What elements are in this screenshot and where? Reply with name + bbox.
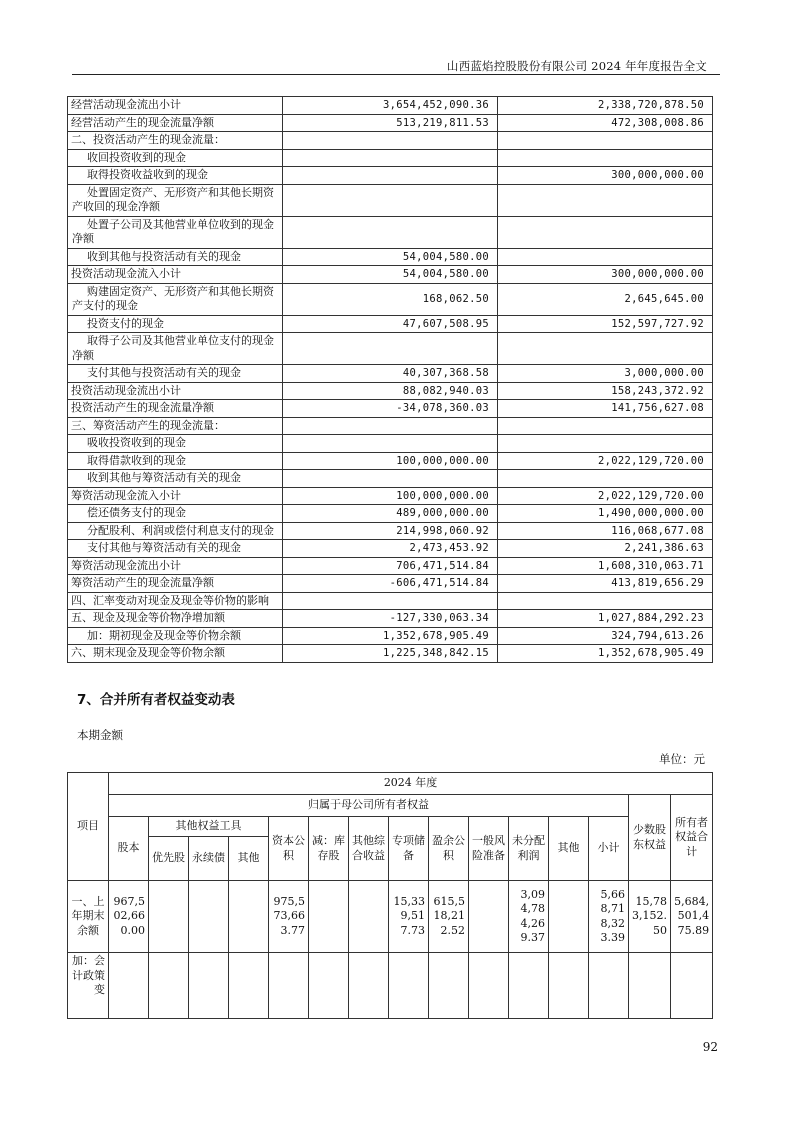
cash-flow-row xyxy=(68,216,713,248)
current-period-amount xyxy=(283,167,498,185)
cell-minority: 15,783,152.50 xyxy=(629,881,671,953)
row-label: 四、汇率变动对现金及现金等价物的影响 xyxy=(68,592,283,610)
row-label: 三、筹资活动产生的现金流量： xyxy=(68,417,283,435)
cash-flow-row xyxy=(68,645,713,663)
row-label: 五、现金及现金等价物净增加额 xyxy=(68,610,283,628)
header-undist: 未分配利润 xyxy=(509,817,549,881)
prior-period-amount xyxy=(498,132,713,150)
prior-period-amount xyxy=(498,592,713,610)
row-label: 取得投资收益收到的现金 xyxy=(68,167,283,185)
cell-empty xyxy=(229,953,269,1019)
cell-empty xyxy=(509,953,549,1019)
row-label: 处置固定资产、无形资产和其他长期资产收回的现金净额 xyxy=(68,184,283,216)
prior-period-amount: 2,022,129,720.00 xyxy=(498,487,713,505)
current-period-amount xyxy=(283,592,498,610)
cell-oci xyxy=(349,881,389,953)
cash-flow-row xyxy=(68,114,713,132)
row-label: 吸收投资收到的现金 xyxy=(68,435,283,453)
cash-flow-row xyxy=(68,522,713,540)
header-rule xyxy=(72,74,720,75)
cell-undist: 3,094,784,269.37 xyxy=(509,881,549,953)
row-label: 分配股利、利润或偿付利息支付的现金 xyxy=(68,522,283,540)
row-prior-year-end-label: 一、上年期末余额 xyxy=(68,881,109,953)
current-period-amount: 40,307,368.58 xyxy=(283,365,498,383)
cash-flow-row xyxy=(68,97,713,115)
row-label: 收到其他与投资活动有关的现金 xyxy=(68,248,283,266)
cell-empty xyxy=(349,953,389,1019)
header-perpetual: 永续债 xyxy=(189,837,229,881)
cell-empty xyxy=(269,953,309,1019)
current-period-amount: -127,330,063.34 xyxy=(283,610,498,628)
current-period-amount: 100,000,000.00 xyxy=(283,487,498,505)
cell-empty xyxy=(469,953,509,1019)
current-period-amount: 513,219,811.53 xyxy=(283,114,498,132)
row-label: 六、期末现金及现金等价物余额 xyxy=(68,645,283,663)
cell-empty xyxy=(629,953,671,1019)
header-minority: 少数股东权益 xyxy=(629,795,671,881)
prior-period-amount: 2,338,720,878.50 xyxy=(498,97,713,115)
cell-special: 15,339,517.73 xyxy=(389,881,429,953)
prior-period-amount xyxy=(498,435,713,453)
prior-period-amount: 152,597,727.92 xyxy=(498,315,713,333)
cash-flow-row xyxy=(68,365,713,383)
current-period-amount xyxy=(283,417,498,435)
header-oci: 其他综合收益 xyxy=(349,817,389,881)
current-period-amount: -34,078,360.03 xyxy=(283,400,498,418)
header-surplus: 盈余公积 xyxy=(429,817,469,881)
cell-empty xyxy=(309,953,349,1019)
current-period-amount: 706,471,514.84 xyxy=(283,557,498,575)
cash-flow-row xyxy=(68,149,713,167)
cell-empty xyxy=(189,953,229,1019)
cash-flow-row xyxy=(68,452,713,470)
current-period-amount: 100,000,000.00 xyxy=(283,452,498,470)
prior-period-amount: 1,490,000,000.00 xyxy=(498,505,713,523)
cash-flow-row xyxy=(68,167,713,185)
cash-flow-row xyxy=(68,132,713,150)
current-period-amount xyxy=(283,216,498,248)
prior-period-amount: 1,352,678,905.49 xyxy=(498,645,713,663)
cash-flow-row xyxy=(68,266,713,284)
current-period-amount: 3,654,452,090.36 xyxy=(283,97,498,115)
prior-period-amount xyxy=(498,417,713,435)
row-label: 经营活动产生的现金流量净额 xyxy=(68,114,283,132)
cash-flow-row xyxy=(68,435,713,453)
prior-period-amount xyxy=(498,470,713,488)
row-label: 投资支付的现金 xyxy=(68,315,283,333)
header-year: 2024 年度 xyxy=(109,773,713,795)
current-period-amount: 1,352,678,905.49 xyxy=(283,627,498,645)
cash-flow-row xyxy=(68,487,713,505)
current-period-amount xyxy=(283,149,498,167)
row-label: 经营活动现金流出小计 xyxy=(68,97,283,115)
cash-flow-row xyxy=(68,333,713,365)
cash-flow-row xyxy=(68,315,713,333)
cash-flow-row xyxy=(68,470,713,488)
prior-period-amount xyxy=(498,149,713,167)
current-period-amount: 47,607,508.95 xyxy=(283,315,498,333)
prior-period-amount xyxy=(498,216,713,248)
header-risk: 一般风险准备 xyxy=(469,817,509,881)
prior-period-amount: 141,756,627.08 xyxy=(498,400,713,418)
prior-period-amount xyxy=(498,333,713,365)
cell-treasury xyxy=(309,881,349,953)
cash-flow-body xyxy=(68,97,713,663)
header-total: 所有者权益合计 xyxy=(671,795,713,881)
cash-flow-table xyxy=(67,96,713,663)
cell-total: 5,684,501,475.89 xyxy=(671,881,713,953)
cell-preferred xyxy=(149,881,189,953)
prior-period-amount: 413,819,656.29 xyxy=(498,575,713,593)
current-period-amount: 54,004,580.00 xyxy=(283,248,498,266)
cell-empty xyxy=(429,953,469,1019)
cash-flow-row xyxy=(68,540,713,558)
cash-flow-row xyxy=(68,610,713,628)
cell-subtotal: 5,668,718,323.39 xyxy=(589,881,629,953)
cell-empty xyxy=(549,953,589,1019)
equity-table xyxy=(67,772,713,1019)
row-label: 支付其他与投资活动有关的现金 xyxy=(68,365,283,383)
unit-label: 单位：元 xyxy=(659,752,705,766)
row-label: 二、投资活动产生的现金流量： xyxy=(68,132,283,150)
cash-flow-row xyxy=(68,592,713,610)
row-policy-change-label: 加：会计政策变 xyxy=(68,953,109,1019)
row-label: 加：期初现金及现金等价物余额 xyxy=(68,627,283,645)
row-label: 投资活动现金流入小计 xyxy=(68,266,283,284)
prior-period-amount: 2,645,645.00 xyxy=(498,283,713,315)
current-period-amount xyxy=(283,470,498,488)
section-title: 7、合并所有者权益变动表 xyxy=(77,692,235,708)
cell-capital: 967,502,660.00 xyxy=(109,881,149,953)
cell-empty xyxy=(389,953,429,1019)
header-treasury: 减：库存股 xyxy=(309,817,349,881)
header-other-equity-group: 其他权益工具 xyxy=(149,817,269,837)
cell-other xyxy=(549,881,589,953)
prior-period-amount: 2,022,129,720.00 xyxy=(498,452,713,470)
cell-surplus: 615,518,212.52 xyxy=(429,881,469,953)
row-label: 支付其他与筹资活动有关的现金 xyxy=(68,540,283,558)
prior-period-amount: 300,000,000.00 xyxy=(498,167,713,185)
header-other: 其他 xyxy=(549,817,589,881)
cell-risk xyxy=(469,881,509,953)
row-label: 投资活动产生的现金流量净额 xyxy=(68,400,283,418)
current-period-amount xyxy=(283,184,498,216)
cell-empty xyxy=(149,953,189,1019)
row-label: 筹资活动现金流出小计 xyxy=(68,557,283,575)
current-period-amount: 489,000,000.00 xyxy=(283,505,498,523)
cash-flow-row xyxy=(68,557,713,575)
row-label: 筹资活动产生的现金流量净额 xyxy=(68,575,283,593)
cell-other-inst xyxy=(229,881,269,953)
cell-empty xyxy=(109,953,149,1019)
prior-period-amount: 472,308,008.86 xyxy=(498,114,713,132)
page-header: 山西蓝焰控股股份有限公司 2024 年年度报告全文 xyxy=(446,59,707,73)
cash-flow-row xyxy=(68,505,713,523)
cell-cap-reserve: 975,573,663.77 xyxy=(269,881,309,953)
row-label: 偿还债务支付的现金 xyxy=(68,505,283,523)
prior-period-amount: 1,027,884,292.23 xyxy=(498,610,713,628)
current-period-amount: 1,225,348,842.15 xyxy=(283,645,498,663)
section-subtitle: 本期金额 xyxy=(77,728,123,742)
current-period-amount: 88,082,940.03 xyxy=(283,382,498,400)
page-number: 92 xyxy=(702,1040,718,1054)
cash-flow-row xyxy=(68,382,713,400)
header-parent-group: 归属于母公司所有者权益 xyxy=(109,795,629,817)
row-label: 收回投资收到的现金 xyxy=(68,149,283,167)
cash-flow-row xyxy=(68,283,713,315)
cell-perpetual xyxy=(189,881,229,953)
header-cap-reserve: 资本公积 xyxy=(269,817,309,881)
row-label: 处置子公司及其他营业单位收到的现金净额 xyxy=(68,216,283,248)
cell-empty xyxy=(671,953,713,1019)
prior-period-amount: 158,243,372.92 xyxy=(498,382,713,400)
prior-period-amount: 1,608,310,063.71 xyxy=(498,557,713,575)
cash-flow-row xyxy=(68,627,713,645)
cash-flow-row xyxy=(68,417,713,435)
cash-flow-row xyxy=(68,248,713,266)
header-special: 专项储备 xyxy=(389,817,429,881)
prior-period-amount: 300,000,000.00 xyxy=(498,266,713,284)
current-period-amount xyxy=(283,132,498,150)
current-period-amount: 2,473,453.92 xyxy=(283,540,498,558)
header-subtotal: 小计 xyxy=(589,817,629,881)
cell-empty xyxy=(589,953,629,1019)
current-period-amount: -606,471,514.84 xyxy=(283,575,498,593)
row-label: 收到其他与筹资活动有关的现金 xyxy=(68,470,283,488)
prior-period-amount: 3,000,000.00 xyxy=(498,365,713,383)
current-period-amount xyxy=(283,333,498,365)
cash-flow-row xyxy=(68,184,713,216)
header-preferred: 优先股 xyxy=(149,837,189,881)
current-period-amount: 168,062.50 xyxy=(283,283,498,315)
current-period-amount: 54,004,580.00 xyxy=(283,266,498,284)
current-period-amount xyxy=(283,435,498,453)
row-label: 筹资活动现金流入小计 xyxy=(68,487,283,505)
prior-period-amount: 2,241,386.63 xyxy=(498,540,713,558)
header-other-inst: 其他 xyxy=(229,837,269,881)
cash-flow-row xyxy=(68,400,713,418)
prior-period-amount: 116,068,677.08 xyxy=(498,522,713,540)
current-period-amount: 214,998,060.92 xyxy=(283,522,498,540)
row-label: 取得子公司及其他营业单位支付的现金净额 xyxy=(68,333,283,365)
row-label: 投资活动现金流出小计 xyxy=(68,382,283,400)
prior-period-amount xyxy=(498,248,713,266)
prior-period-amount: 324,794,613.26 xyxy=(498,627,713,645)
header-capital: 股本 xyxy=(109,817,149,881)
row-label: 购建固定资产、无形资产和其他长期资产支付的现金 xyxy=(68,283,283,315)
prior-period-amount xyxy=(498,184,713,216)
cash-flow-row xyxy=(68,575,713,593)
row-label: 取得借款收到的现金 xyxy=(68,452,283,470)
header-item: 项目 xyxy=(68,773,109,881)
